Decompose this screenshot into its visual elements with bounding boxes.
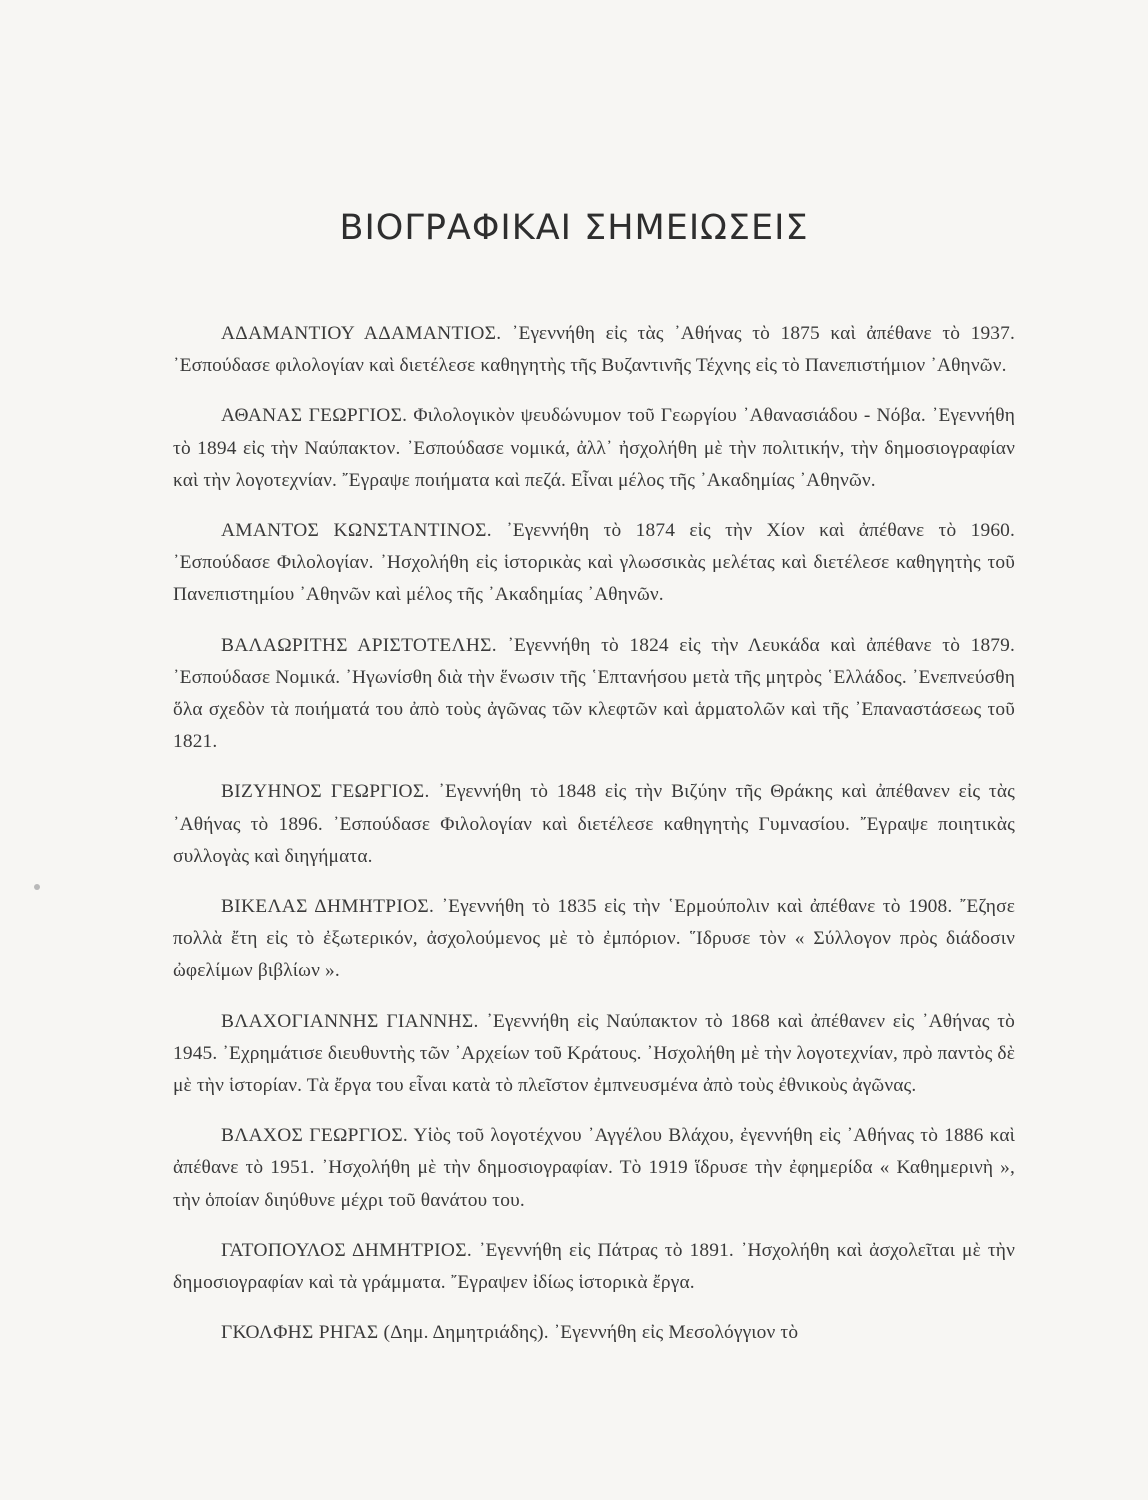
biography-entry [173,891,1015,988]
page-title: ΒΙΟΓΡΑΦΙΚΑΙ ΣΗΜΕΙΩΣΕΙΣ [339,208,809,248]
entry-text: ᾿Εγεννήθη εἰς Ναύπακτον τὸ 1868 καὶ ἀπέθανεν εἰς ᾿Αθήνας τὸ 1945. ᾿Εχρημάτισε διευθυντὴς τῶν ᾿Αρχείων τοῦ Κράτους. ᾿Ησχολήθη μὲ τὴν λογοτεχνίαν, πρὸ παντὸς δὲ μὲ τὴν ἱστορίαν. Τὰ ἔργα του εἶναι κατὰ τὸ πλεῖστον ἐμπνευσμένα ἀπὸ τοὺς ἐθνικοὺς ἀγῶνας. [173,1010,1015,1097]
biography-entry [173,776,1015,873]
entry-name: ΒΛΑΧΟΣ ΓΕΩΡΓΙΟΣ. [221,1125,409,1147]
biography-list [173,318,1015,1367]
biography-entry [173,400,1015,497]
entry-text: ᾿Εγεννήθη τὸ 1848 εἰς τὴν Βιζύην τῆς Θράκης καὶ ἀπέθανεν εἰς τὰς ᾿Αθήνας τὸ 1896. ᾿Εσπούδασε Φιλολογίαν καὶ διετέλεσε καθηγητὴς Γυμνασίου. ῎Εγραψε ποιητικὰς συλλογὰς καὶ διηγήματα. [173,781,1015,867]
entry-name: ΓΚΟΛΦΗΣ ΡΗΓΑΣ [221,1322,379,1344]
biography-entry [173,630,1015,759]
entry-text: Υἱὸς τοῦ λογοτέχνου ᾿Αγγέλου Βλάχου, ἐγεννήθη εἰς ᾿Αθήνας τὸ 1886 καὶ ἀπέθανε τὸ 1951. ᾿Ησχολήθη μὲ τὴν δημοσιογραφίαν. Τὸ 1919 ἵδρυσε τὴν ἐφημερίδα « Καθημερινὴ », τὴν ὁποίαν διηύθυνε μέχρι τοῦ θανάτου του. [173,1125,1015,1211]
entry-text: ᾿Εγεννήθη εἰς Πάτρας τὸ 1891. ᾿Ησχολήθη καὶ ἀσχολεῖται μὲ τὴν δημοσιογραφίαν καὶ τὰ γράμματα. ῎Εγραψεν ἰδίως ἱστορικὰ ἔργα. [173,1239,1015,1294]
entry-name: ΑΘΑΝΑΣ ΓΕΩΡΓΙΟΣ. [221,405,408,427]
biography-entry [173,1120,1015,1217]
entry-name: ΒΛΑΧΟΓΙΑΝΝΗΣ ΓΙΑΝΝΗΣ. [221,1010,479,1032]
biography-entry [173,1006,1015,1103]
biography-entry [173,515,1015,612]
biography-entry [173,318,1015,382]
paper-speck [34,884,40,890]
entry-name: ΑΔΑΜΑΝΤΙΟΥ ΑΔΑΜΑΝΤΙΟΣ. [221,323,502,344]
biography-entry [173,1317,1015,1349]
entry-name: ΒΑΛΑΩΡΙΤΗΣ ΑΡΙΣΤΟΤΕΛΗΣ. [221,634,497,656]
entry-name: ΑΜΑΝΤΟΣ ΚΩΝΣΤΑΝΤΙΝΟΣ. [221,520,492,542]
entry-text: ᾿Εγεννήθη τὸ 1835 εἰς τὴν ῾Ερμούπολιν καὶ ἀπέθανε τὸ 1908. ῎Εζησε πολλὰ ἔτη εἰς τὸ ἐξωτερικόν, ἀσχολούμενος μὲ τὸ ἐμπόριον. ῞Ιδρυσε τὸν « Σύλλογον πρὸς διάδοσιν ὠφελίμων βιβλίων ». [173,896,1015,982]
entry-text: ᾿Εγεννήθη τὸ 1824 εἰς τὴν Λευκάδα καὶ ἀπέθανε τὸ 1879. ᾿Εσπούδασε Νομικά. ᾿Ηγωνίσθη διὰ τὴν ἕνωσιν τῆς ῾Επτανήσου μετὰ τῆς μητρὸς ῾Ελλάδος. ᾿Ενεπνεύσθη ὅλα σχεδὸν τὰ ποιήματά του ἀπὸ τοὺς ἀγῶνας τῶν κλεφτῶν καὶ ἁρματολῶν καὶ τῆς ᾿Επαναστάσεως τοῦ 1821. [173,634,1015,753]
entry-name: ΓΑΤΟΠΟΥΛΟΣ ΔΗΜΗΤΡΙΟΣ. [221,1239,472,1261]
entry-text: ᾿Εγεννήθη εἰς τὰς ᾿Αθήνας τὸ 1875 καὶ ἀπέθανε τὸ 1937. ᾿Εσπούδασε φιλολογίαν καὶ διετέλεσε καθηγητὴς τῆς Βυζαντινῆς Τέχνης εἰς τὸ Πανεπιστήμιον ᾿Αθηνῶν. [173,323,1015,377]
entry-text: Φιλολογικὸν ψευδώνυμον τοῦ Γεωργίου ᾿Αθανασιάδου - Νόβα. ᾿Εγεννήθη τὸ 1894 εἰς τὴν Ναύπακτον. ᾿Εσπούδασε νομικά, ἀλλ᾿ ἠσχολήθη μὲ τὴν πολιτικήν, τὴν δημοσιογραφίαν καὶ τὴν λογοτεχνίαν. ῎Εγραψε ποιήματα καὶ πεζά. Εἶναι μέλος τῆς ᾿Ακαδημίας ᾿Αθηνῶν. [173,405,1015,491]
entry-text: (Δημ. Δημητριάδης). ᾿Εγεννήθη εἰς Μεσολόγγιον τὸ [383,1322,799,1344]
entry-name: ΒΙΖΥΗΝΟΣ ΓΕΩΡΓΙΟΣ. [221,781,430,803]
entry-name: ΒΙΚΕΛΑΣ ΔΗΜΗΤΡΙΟΣ. [221,896,435,918]
entry-text: ᾿Εγεννήθη τὸ 1874 εἰς τὴν Χίον καὶ ἀπέθανε τὸ 1960. ᾿Εσπούδασε Φιλολογίαν. ᾿Ησχολήθη εἰς ἱστορικὰς καὶ γλωσσικὰς μελέτας καὶ διετέλεσε καθηγητὴς τοῦ Πανεπιστημίου ᾿Αθηνῶν καὶ μέλος τῆς ᾿Ακαδημίας ᾿Αθηνῶν. [173,520,1016,606]
biography-entry [173,1235,1015,1299]
